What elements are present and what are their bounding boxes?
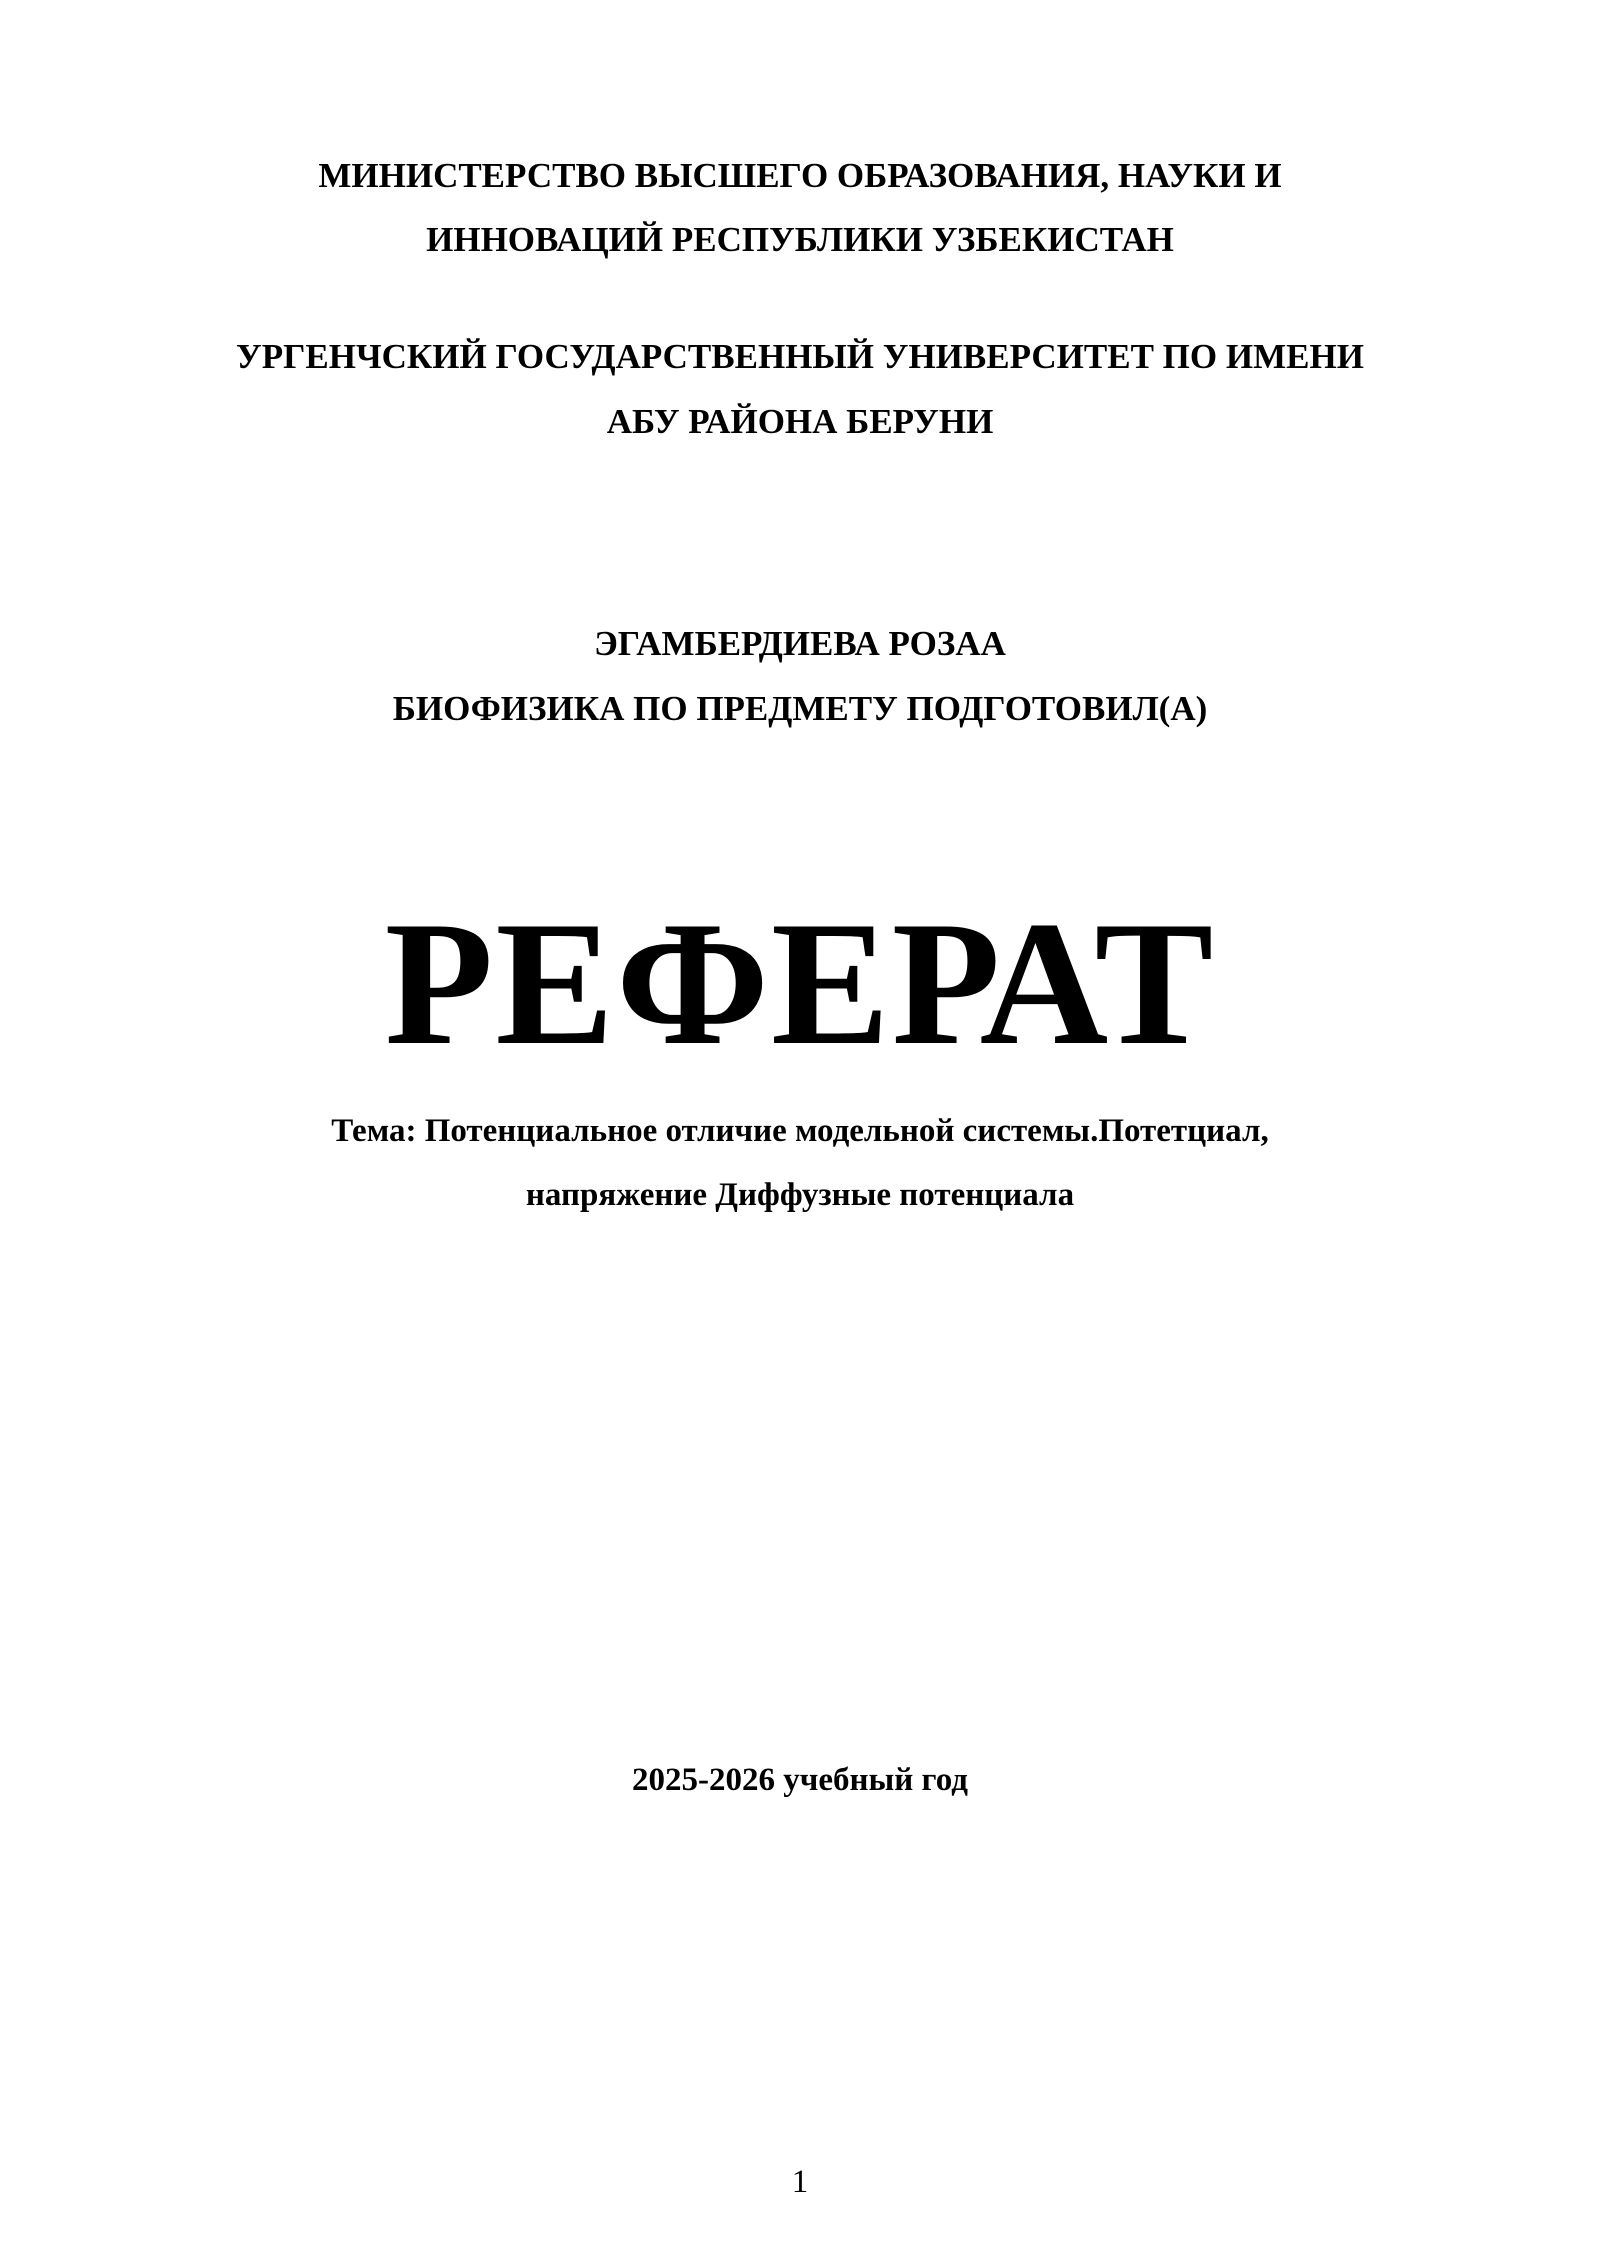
author-subject-line: БИОФИЗИКА ПО ПРЕДМЕТУ ПОДГОТОВИЛ(А) xyxy=(392,689,1208,728)
ministry-line-1: МИНИСТЕРСТВО ВЫСШЕГО ОБРАЗОВАНИЯ, НАУКИ И xyxy=(318,156,1282,195)
author-name: ЭГАМБЕРДИЕВА РОЗАА xyxy=(594,624,1006,663)
topic-line-2: напряжение Диффузные потенциала xyxy=(525,1177,1075,1213)
academic-year: 2025-2026 учебный год xyxy=(632,1762,968,1798)
document-title: РЕФЕРАТ xyxy=(384,884,1216,1082)
page-number: 1 xyxy=(791,2164,809,2200)
topic-line-1: Тема: Потенциальное отличие модельной системы.Потетциал, xyxy=(331,1113,1269,1149)
university-line-2: АБУ РАЙОНА БЕРУНИ xyxy=(606,402,994,441)
ministry-line-2: ИННОВАЦИЙ РЕСПУБЛИКИ УЗБЕКИСТАН xyxy=(426,220,1174,259)
university-line-1: УРГЕНЧСКИЙ ГОСУДАРСТВЕННЫЙ УНИВЕРСИТЕТ ПО ИМЕНИ xyxy=(236,337,1364,376)
